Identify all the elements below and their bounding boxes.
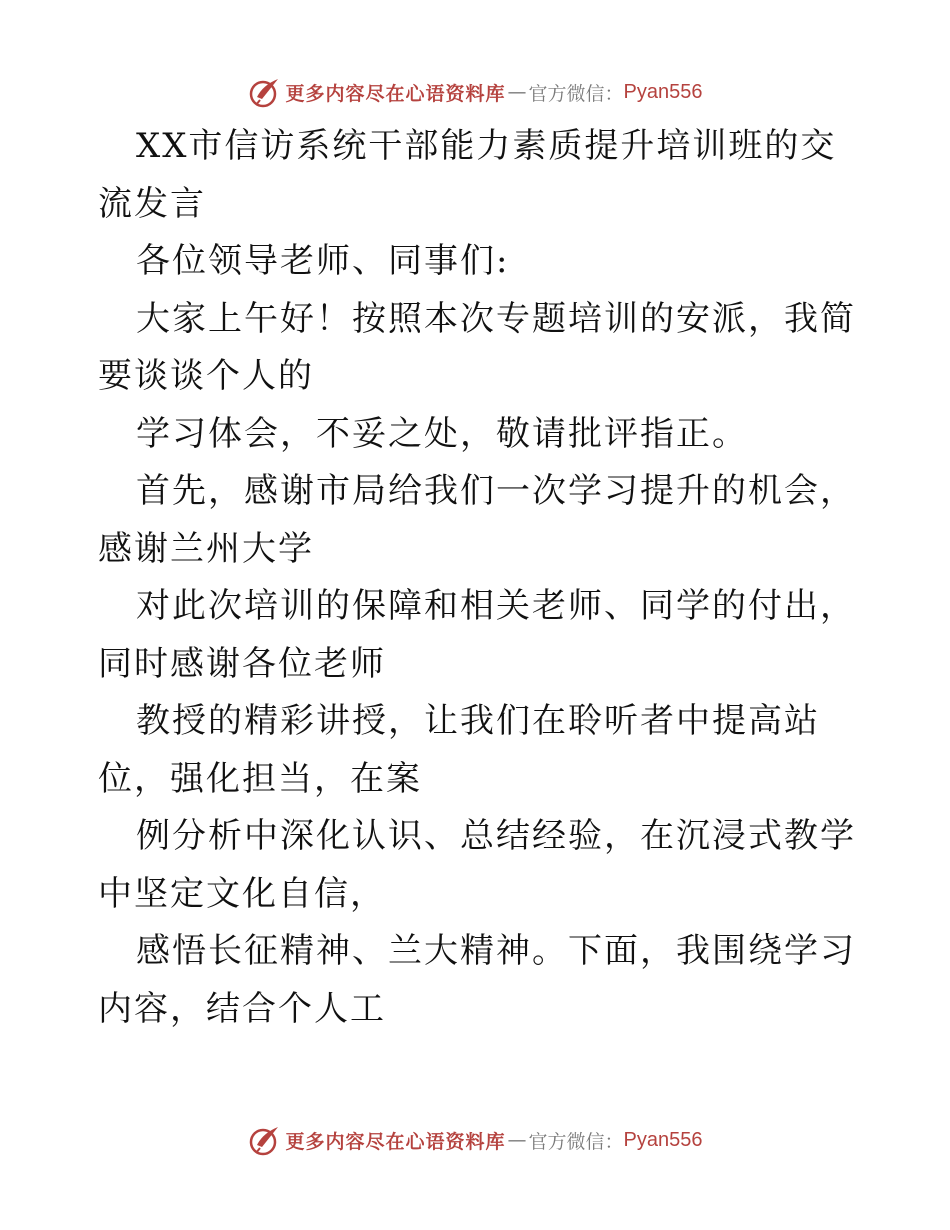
- body-paragraph: 对此次培训的保障和相关老师、同学的付出，同时感谢各位老师: [98, 586, 856, 684]
- banner-main-text: 更多内容尽在心语资料库: [285, 82, 506, 105]
- banner-separator: —: [507, 81, 527, 103]
- salutation: 各位领导老师、同事们:: [136, 241, 510, 281]
- quill-pen-logo-icon: [248, 75, 282, 109]
- document-title: XX市信访系统干部能力素质提升培训班的交流发言: [98, 126, 837, 224]
- footer-banner: [0, 1120, 950, 1160]
- body-paragraph: 感悟长征精神、兰大精神。下面，我围绕学习内容，结合个人工: [98, 931, 856, 1029]
- banner-wechat-id: Pyan556: [623, 80, 703, 103]
- banner-wechat-id: Pyan556: [623, 1128, 703, 1151]
- body-paragraph: 学习体会，不妥之处，敬请批评指正。: [136, 413, 748, 454]
- banner-separator: —: [507, 1129, 527, 1151]
- banner-label: 官方微信：: [528, 82, 624, 105]
- document-body: [98, 118, 858, 1038]
- body-paragraph: 首先，感谢市局给我们一次学习提升的机会，感谢兰州大学: [98, 471, 856, 569]
- quill-pen-logo-icon: [248, 1123, 282, 1157]
- body-paragraph: 教授的精彩讲授，让我们在聆听者中提高站位，强化担当，在案: [98, 701, 820, 799]
- body-paragraph: 例分析中深化认识、总结经验，在沉浸式教学中坚定文化自信，: [98, 816, 856, 914]
- body-paragraph: 大家上午好！按照本次专题培训的安派，我简要谈谈个人的: [98, 298, 856, 396]
- header-banner: [0, 72, 950, 112]
- banner-label: 官方微信：: [528, 1130, 624, 1153]
- banner-main-text: 更多内容尽在心语资料库: [285, 1130, 506, 1153]
